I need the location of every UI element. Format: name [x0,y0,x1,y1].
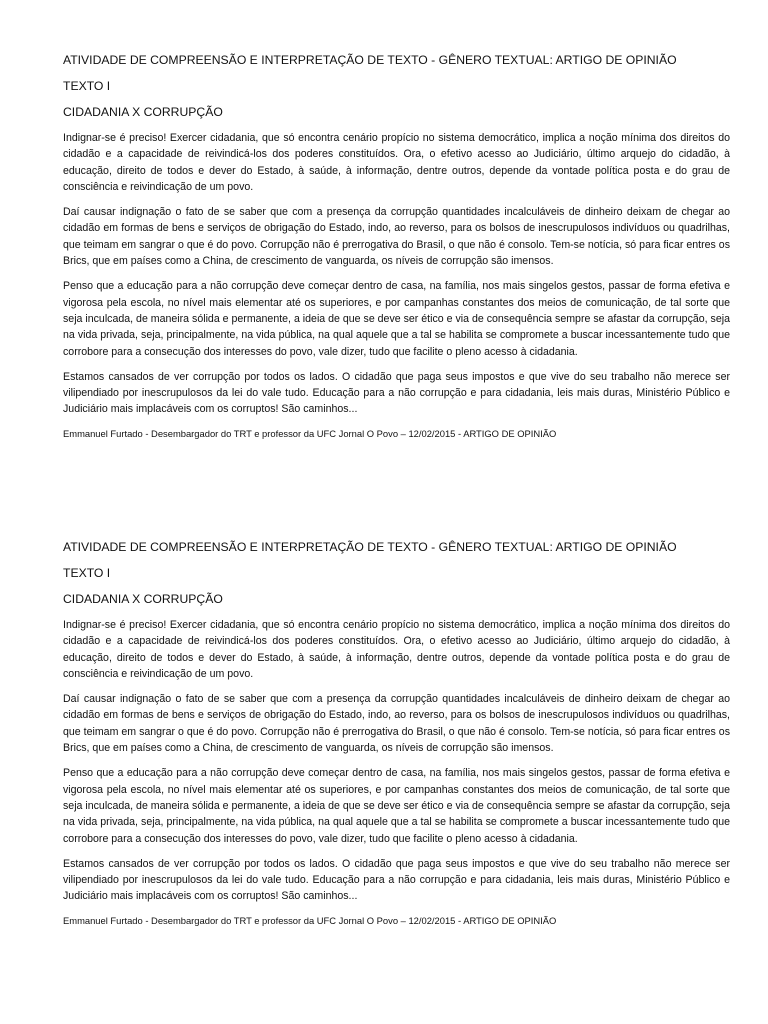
activity-title: ATIVIDADE DE COMPREENSÃO E INTERPRETAÇÃO DE TEXTO - GÊNERO TEXTUAL: ARTIGO DE OPINIÃO [63,53,677,67]
paragraph-1: Indignar-se é preciso! Exercer cidadania, que só encontra cenário propício no sistema democrático, implica a noção mínima dos direitos do cidadão e a capacidade de reivindicá-los dos poderes constituídos. Ora, o efetivo acesso ao Judiciário, último arquejo do cidadão, à educação, direito de todos e dever do Estado, à saúde, à informação, dentre outros, depende da vontade política posta e do grau de consciência e reivindicação de um povo. [63,132,730,193]
text-label: TEXTO I [63,79,111,93]
author-credit: Emmanuel Furtado - Desembargador do TRT e professor da UFC Jornal O Povo – 12/02/2015 - ARTIGO DE OPINIÃO [63,914,557,926]
document-page-2 [63,539,730,927]
activity-title: ATIVIDADE DE COMPREENSÃO E INTERPRETAÇÃO DE TEXTO - GÊNERO TEXTUAL: ARTIGO DE OPINIÃO [63,540,677,554]
document-page-1 [63,52,730,440]
article-title: CIDADANIA X CORRUPÇÃO [63,592,223,606]
paragraph-4: Estamos cansados de ver corrupção por todos os lados. O cidadão que paga seus impostos e que vive do seu trabalho não merece ser vilipendiado por inescrupulosos da lei do vale tudo. Educação para a não corrupção e para cidadania, leis mais duras, Ministério Público e Judiciário mais implacáveis com os corruptos! São caminhos... [63,370,730,416]
text-label: TEXTO I [63,566,111,580]
paragraph-3: Penso que a educação para a não corrupção deve começar dentro de casa, na família, nos mais singelos gestos, passar de forma efetiva e vigorosa pela escola, no nível mais elementar até os superiores, e por campanhas constantes dos meios de comunicação, de tal sorte que seja inculcada, de maneira sólida e permanente, a ideia de que se deve ser ético e via de consequência sempre se afastar da corrupção, seja na vida privada, seja, principalmente, na vida pública, na qual aquele que a tal se habilita se compromete a buscar incessantemente tudo que corrobore para a consecução dos interesses do povo, vale dizer, tudo que facilite o pleno acesso à cidadania. [63,280,730,358]
paragraph-2: Daí causar indignação o fato de se saber que com a presença da corrupção quantidades incalculáveis de dinheiro deixam de chegar ao cidadão em formas de bens e serviços de obrigação do Estado, indo, ao reverso, para os bolsos de inescrupulosos indivíduos ou quadrilhas, que teimam em sangrar o que é do povo. Corrupção não é prerrogativa do Brasil, o que não é consolo. Tem-se notícia, só para ficar entres os Brics, que em países como a China, de crescimento de vanguarda, os níveis de corrupção são imensos. [63,693,730,755]
paragraph-3: Penso que a educação para a não corrupção deve começar dentro de casa, na família, nos mais singelos gestos, passar de forma efetiva e vigorosa pela escola, no nível mais elementar até os superiores, e por campanhas constantes dos meios de comunicação, de tal sorte que seja inculcada, de maneira sólida e permanente, a ideia de que se deve ser ético e via de consequência sempre se afastar da corrupção, seja na vida privada, seja, principalmente, na vida pública, na qual aquele que a tal se habilita se compromete a buscar incessantemente tudo que corrobore para a consecução dos interesses do povo, vale dizer, tudo que facilite o pleno acesso à cidadania. [63,767,730,845]
paragraph-4: Estamos cansados de ver corrupção por todos os lados. O cidadão que paga seus impostos e que vive do seu trabalho não merece ser vilipendiado por inescrupulosos da lei do vale tudo. Educação para a não corrupção e para cidadania, leis mais duras, Ministério Público e Judiciário mais implacáveis com os corruptos! São caminhos... [63,857,730,903]
paragraph-1: Indignar-se é preciso! Exercer cidadania, que só encontra cenário propício no sistema democrático, implica a noção mínima dos direitos do cidadão e a capacidade de reivindicá-los dos poderes constituídos. Ora, o efetivo acesso ao Judiciário, último arquejo do cidadão, à educação, direito de todos e dever do Estado, à saúde, à informação, dentre outros, depende da vontade política posta e do grau de consciência e reivindicação de um povo. [63,619,730,680]
author-credit: Emmanuel Furtado - Desembargador do TRT e professor da UFC Jornal O Povo – 12/02/2015 - ARTIGO DE OPINIÃO [63,427,557,439]
article-title: CIDADANIA X CORRUPÇÃO [63,105,223,119]
paragraph-2: Daí causar indignação o fato de se saber que com a presença da corrupção quantidades incalculáveis de dinheiro deixam de chegar ao cidadão em formas de bens e serviços de obrigação do Estado, indo, ao reverso, para os bolsos de inescrupulosos indivíduos ou quadrilhas, que teimam em sangrar o que é do povo. Corrupção não é prerrogativa do Brasil, o que não é consolo. Tem-se notícia, só para ficar entres os Brics, que em países como a China, de crescimento de vanguarda, os níveis de corrupção são imensos. [63,206,730,268]
